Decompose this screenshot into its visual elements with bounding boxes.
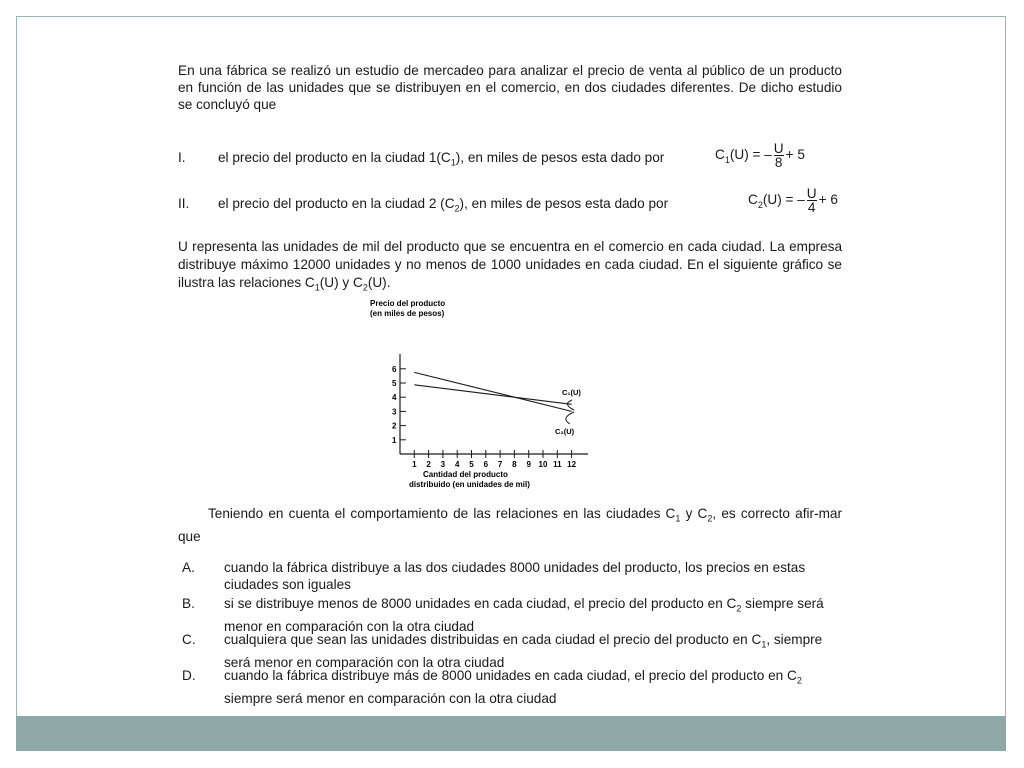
x-tick-label: 7 <box>497 460 503 469</box>
option-text <box>224 595 844 635</box>
option-sub: 1 <box>761 639 767 650</box>
statement-text-b: ), en miles de pesos esta dado por <box>459 196 669 211</box>
formula-name: C <box>715 147 725 163</box>
lead-text-a: Teniendo en cuenta el comportamiento de las relaciones en las ciudades C <box>208 506 676 521</box>
y-tick-label: 2 <box>392 421 397 431</box>
fraction <box>807 187 817 214</box>
x-tick-label: 2 <box>426 460 431 469</box>
x-tick-label: 10 <box>538 460 548 469</box>
fraction <box>774 142 784 169</box>
formula-tail: + 6 <box>818 192 838 208</box>
y-tick-label: 1 <box>392 435 397 445</box>
option-text: cuando la fábrica distribuye a las dos ciudades 8000 unidades del producto, los precios en estas ciudades son iguales <box>224 560 806 592</box>
description-sub-2: 2 <box>362 282 368 293</box>
x-tick-label: 12 <box>567 460 577 469</box>
option-text-a: cuando la fábrica distribuye más de 8000 unidades en cada ciudad, el precio del producto en C <box>224 668 797 683</box>
statement-number: I. <box>178 150 186 165</box>
statement-text <box>218 196 668 214</box>
x-tick-label: 8 <box>512 460 517 469</box>
y-tick-label: 5 <box>392 379 397 388</box>
description-text-c: (U). <box>367 275 391 290</box>
fraction-denominator: 8 <box>774 155 783 170</box>
chart-y-ticks <box>392 365 406 445</box>
option-letter: C. <box>182 632 196 647</box>
formula-c1 <box>715 142 805 169</box>
lead-text-c: , es correcto afir-mar que <box>178 506 842 544</box>
chart-x-ticks <box>412 450 577 469</box>
chart-ylabel-line1: Precio del producto <box>370 299 446 308</box>
description-sub-1: 1 <box>314 282 320 293</box>
option-text <box>224 667 844 707</box>
lead-text-b: y C <box>680 506 708 521</box>
description-text-b: (U) y C <box>319 275 363 290</box>
lead-sub-1: 1 <box>675 513 681 524</box>
x-tick-label: 3 <box>440 460 446 469</box>
x-tick-label: 9 <box>526 460 531 469</box>
option-letter: A. <box>182 560 195 575</box>
y-tick-label: 3 <box>392 407 397 417</box>
statement-sub: 1 <box>450 157 456 168</box>
chart-xlabel-line1: Cantidad del producto <box>423 470 508 479</box>
series-line-1 <box>414 385 571 405</box>
c1-label-pointer <box>567 400 574 410</box>
chart-ylabel-line2: (en miles de pesos) <box>370 309 445 318</box>
statement-sub: 2 <box>454 203 460 214</box>
fraction-denominator: 4 <box>807 200 816 215</box>
description-paragraph <box>178 238 842 297</box>
question-lead <box>178 505 842 546</box>
formula-name: C <box>748 192 758 208</box>
description-text-a: U representa las unidades de mil del producto que se encuentra en el comercio en cada ciudad. La empresa distribuye máximo 12000 unidades y no menos de 1000 unidades en cada ciudad. En el siguiente gráfico se ilustra las relaciones C <box>178 239 842 290</box>
option-letter: D. <box>182 668 196 683</box>
statement-text-a: el precio del producto en la ciudad 2 (C <box>218 196 455 211</box>
option-text-a: cualquiera que sean las unidades distribuidas en cada ciudad el precio del producto en C <box>224 632 762 647</box>
series-line-2 <box>414 372 571 411</box>
c2-series-label: C₂(U) <box>555 427 575 436</box>
x-tick-label: 5 <box>469 460 474 469</box>
statement-text <box>218 150 664 168</box>
option-text-b: , siempre será menor en comparación con la otra ciudad <box>224 632 823 670</box>
option-letter: B. <box>182 596 195 611</box>
x-tick-label: 1 <box>412 460 417 469</box>
fraction-numerator: U <box>806 186 817 201</box>
y-tick-label: 6 <box>392 364 397 374</box>
c1-series-label: C₁(U) <box>562 388 581 397</box>
statement-number: II. <box>178 196 190 211</box>
chart-series <box>414 372 571 411</box>
option-text-b: siempre será menor en comparación con la otra ciudad <box>224 690 557 706</box>
formula-sub: 1 <box>724 154 730 165</box>
option-text-a: si se distribuye menos de 8000 unidades en cada ciudad, el precio del producto en C <box>224 596 737 611</box>
fraction-numerator: U <box>773 141 784 156</box>
option-text <box>224 631 844 671</box>
c2-label-pointer <box>566 412 574 424</box>
chart-xlabel-line2: distribuido (en unidades de mil) <box>409 480 530 489</box>
option-text-b: siempre será menor en comparación con la otra ciudad <box>224 596 824 634</box>
option-sub: 2 <box>736 603 742 614</box>
x-tick-label: 4 <box>454 460 460 469</box>
lead-sub-2: 2 <box>707 513 713 524</box>
price-chart <box>356 296 596 496</box>
y-tick-label: 4 <box>392 393 397 403</box>
intro-text: En una fábrica se realizó un estudio de mercadeo para analizar el precio de venta al público de un producto en función de las unidades que se distribuyen en el comercio, en dos ciudades diferentes. De dicho estudio se concluyó que <box>178 63 842 112</box>
formula-arg: (U) = – <box>762 192 805 208</box>
formula-tail: + 5 <box>785 147 805 163</box>
x-tick-label: 6 <box>483 460 489 469</box>
statement-text-a: el precio del producto en la ciudad 1(C <box>218 150 451 165</box>
option-sub: 2 <box>796 675 802 686</box>
formula-c2 <box>748 187 838 214</box>
x-tick-label: 11 <box>553 460 562 469</box>
footer-band <box>16 716 1006 751</box>
formula-sub: 2 <box>757 199 763 210</box>
intro-paragraph <box>178 62 842 113</box>
statement-text-b: ), en miles de pesos esta dado por <box>455 150 665 165</box>
formula-arg: (U) = – <box>729 147 772 163</box>
